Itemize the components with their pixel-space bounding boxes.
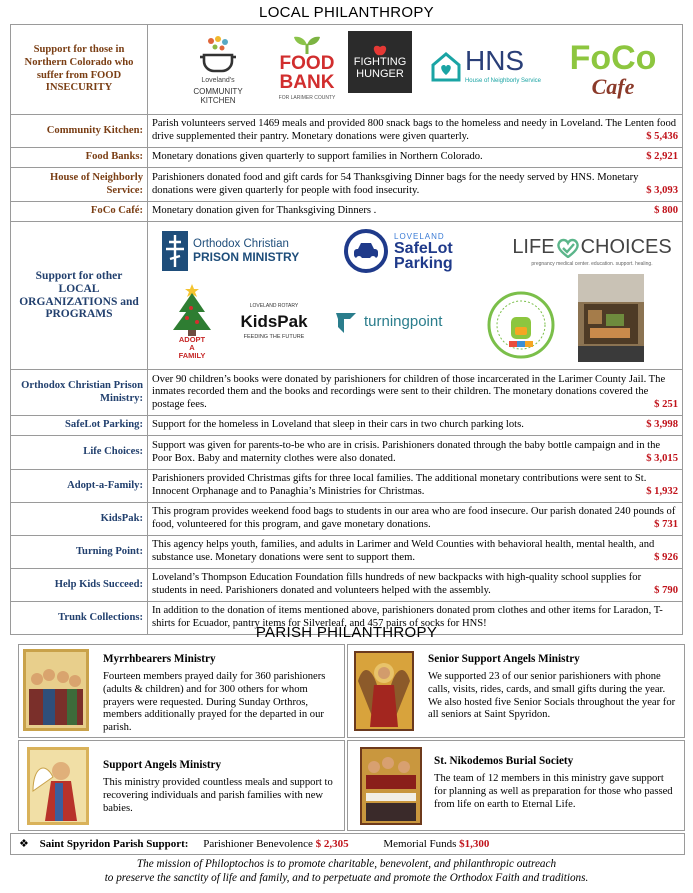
table-row [11,503,683,536]
table-row [11,436,683,470]
ministry-text: We supported 23 of our senior parishioners with phone calls, visits, rides, cards, and small gifts during the year. We also hosted five Senior Socials throughout the year for all seniors at Saint Spyridon. [428,671,676,721]
safelot-parking-logo [344,228,476,274]
row-text: This program provides weekend food bags to students in our area who are food insecure. Our parish donated 240 pounds of food, volunteered for this program, and gave monetary donations. $ 731 [148,503,683,536]
burial-society-panel [347,740,685,831]
house-heart-icon [431,51,461,83]
logo-text: LIFE [512,236,555,259]
organization-logos-cell [148,222,683,370]
heart-check-icon [557,238,579,258]
row-label: SafeLot Parking: [11,416,148,436]
row-text: Parishioners provided Christmas gifts for three local families. The additional monetary contributions were sent to St. Innocent Orphanage and to Panaghia’s Ministries for Christmas. $ 1,932 [148,470,683,503]
logo-text: Cafe [591,74,635,99]
help-kids-succeed-logo [486,288,556,362]
row-label: KidsPak: [11,503,148,536]
food-insecurity-header-row [11,25,683,115]
row-text: Parish volunteers served 1469 meals and provided 800 snack bags to the homeless and needy in Loveland. The Lenten food drive supplemented their pantry. Monetary donations were given quarterly. $ 5,436 [148,115,683,148]
adopt-a-family-logo [166,282,218,362]
row-text: Loveland’s Thompson Education Foundation fills hundreds of new backpacks with high-quality school supplies for students in need. Parishioners donated and volunteers helped with the assembly. $ 790 [148,569,683,602]
row-text: Support for the homeless in Loveland that sleep in their cars in two church parking lots. $ 3,998 [148,416,683,436]
sprout-icon [292,36,322,54]
food-bank-logo [276,33,338,107]
logo-text: Parking [394,254,453,272]
row-label: Life Choices: [11,436,148,470]
row-text: Over 90 children’s books were donated by parishioners for children of those incarcerated in the Larimer County Jail. The inmates recorded them and the books and recordings were sent to their children. The monetary donations covered the postage fees. $ 251 [148,370,683,416]
apple-icon [373,44,387,56]
logo-text: COMMUNITY KITCHEN [193,87,243,106]
ministry-title: St. Nikodemos Burial Society [434,755,574,767]
donation-amount: $ 926 [654,552,678,563]
row-label: Trunk Collections: [11,602,148,635]
logo-text: LOVELAND ROTARY [249,303,299,310]
myrrhbearers-icon [23,649,89,731]
ministry-text: The team of 12 members in this ministry gave support for planning as well as preparation for those who passed from life on earth to Eternal Life. [434,773,673,810]
logo-text: pregnancy medical center. education. support. healing. [531,260,653,267]
bullet-icon: ❖ [19,838,29,850]
row-text: Parishioners donated food and gift cards for 54 Thanksgiving Dinner bags for the needy served by HNS. Monetary donations were given quarterly for people with food insecurity. $ 3,093 [148,168,683,202]
logo-text: BANK [279,71,335,93]
organizations-header-row [11,222,683,370]
community-kitchen-logo [176,31,260,109]
row-label: Turning Point: [11,536,148,569]
table-row [11,470,683,503]
angel-icon [354,651,414,731]
logo-text: FAMILY [178,351,206,360]
table-row [11,168,683,202]
logo-text: House of Neighborly Service [464,77,542,84]
ministry-text: Fourteen members prayed daily for 360 parishioners (adults & children) and for 300 others for whom prayers were requested. During Sunday Orthros, members additionally prayed for the departed in our parish. [103,671,326,734]
christmas-tree-icon [169,284,215,336]
row-text: This agency helps youth, families, and adults in Larimer and Weld Counties with behavioral health, mental health, and substance use. Monetary donations were sent to support them. $ 926 [148,536,683,569]
table-row [11,148,683,168]
donation-amount: $ 3,015 [646,452,678,464]
backpack-icon [487,289,555,361]
donation-amount: $ 731 [654,519,678,530]
parish-philanthropy-title: PARISH PHILANTHROPY [255,624,438,641]
turning-arrow-icon [334,309,360,335]
ministry-text: This ministry provided countless meals and support to recovering individuals and parish families with new babies. [103,777,333,814]
donation-amount: $ 5,436 [646,131,678,142]
logo-text: ADOPT [178,335,206,344]
turning-point-logo [334,306,470,338]
hns-logo [430,41,542,93]
logo-text: PRISON MINISTRY [193,250,300,264]
logo-text: KidsPak [240,312,308,331]
logo-text: SafeLot [394,239,453,257]
logo-text: CHOICES [580,236,672,259]
local-philanthropy-title: LOCAL PHILANTHROPY [259,4,434,21]
myrrhbearers-panel [18,644,345,738]
foco-cafe-logo [558,33,668,107]
logo-text: FEEDING THE FUTURE [243,334,305,340]
logo-text: HNS [464,44,525,76]
organizations-header: Support for other LOCAL ORGANIZATIONS and PROGRAMS [11,222,148,370]
logo-text: Loveland's [201,76,235,84]
row-text: Support was given for parents-to-be who are in crisis. Parishioners donated through the baby bottle campaign and in the Poor Box. Baby and maternity clothes were also donated. $ 3,015 [148,436,683,470]
logo-text: Orthodox Christian [193,238,289,250]
logo-text: A [189,343,195,352]
donation-amount: $ 2,921 [646,151,678,163]
fighting-hunger-logo [348,31,412,93]
support-angels-panel [18,740,345,831]
food-logos-cell [148,25,683,115]
memorial-amount: $1,300 [459,838,490,850]
donation-amount: $ 3,998 [646,419,678,431]
ministry-title: Senior Support Angels Ministry [428,653,580,665]
row-label: FoCo Café: [11,202,148,222]
row-text: Monetary donations given quarterly to support families in Northern Colorado. $ 2,921 [148,148,683,168]
donation-amount: $ 1,932 [646,486,678,497]
table-row [11,115,683,148]
cooking-pot-icon [198,35,238,75]
kidspak-logo [232,300,316,344]
parish-support-bar [10,833,685,855]
ministry-title: Myrrhbearers Ministry [103,653,216,665]
angel-icon [27,747,89,825]
row-label: Adopt-a-Family: [11,470,148,503]
table-row [11,370,683,416]
row-label: House of Neighborly Service: [11,168,148,202]
mission-line-1: The mission of Philoptochos is to promote charitable, benevolent, and philanthropic outreach [136,858,557,870]
table-row [11,569,683,602]
food-insecurity-header: Support for those in Northern Colorado who suffer from FOOD INSECURITY [11,25,148,115]
table-row [11,536,683,569]
logo-text: FOR LARIMER COUNTY [278,94,336,101]
mission-line-2: to preserve the sanctity of life and family, and to perpetuate and promote the Orthodox Faith and traditions. [104,872,589,884]
row-label: Community Kitchen: [11,115,148,148]
logo-text: FOOD [279,52,335,74]
donation-amount: $ 800 [654,205,678,217]
logo-text: HUNGER [356,68,404,80]
donation-amount: $ 790 [654,585,678,596]
table-row [11,202,683,222]
burial-icon [360,747,422,825]
car-icon [344,229,388,273]
life-choices-logo [512,234,672,274]
benevolence-label: Parishioner Benevolence [203,838,313,850]
prison-ministry-logo [162,230,312,272]
local-philanthropy-table [10,24,683,635]
logo-text: turningpoint [364,312,443,330]
donation-amount: $ 3,093 [646,184,678,196]
row-label: Orthodox Christian Prison Ministry: [11,370,148,416]
row-text: In addition to the donation of items mentioned above, parishioners donated prom clothes and other items for Laradon, T-shirts for Ecuador, pantry items for Silverleaf, and 457 pairs of socks for HNS! [148,602,683,635]
ministry-title: Support Angels Ministry [103,759,222,771]
row-label: Help Kids Succeed: [11,569,148,602]
donation-amount: $ 251 [654,398,678,410]
senior-support-panel [347,644,685,738]
row-text: Monetary donation given for Thanksgiving Dinners . $ 800 [148,202,683,222]
memorial-label: Memorial Funds [383,838,457,850]
logo-text: LOVELAND [394,231,445,241]
logo-text: FoCo [569,39,657,77]
orthodox-cross-icon [162,231,188,271]
row-label: Food Banks: [11,148,148,168]
trunk-collection-photo [578,274,644,362]
logo-text: FIGHTING [353,56,407,68]
car-trunk-image [578,274,644,362]
table-row [11,416,683,436]
benevolence-amount: $ 2,305 [315,838,349,850]
parish-support-label: Saint Spyridon Parish Support: [39,838,189,850]
